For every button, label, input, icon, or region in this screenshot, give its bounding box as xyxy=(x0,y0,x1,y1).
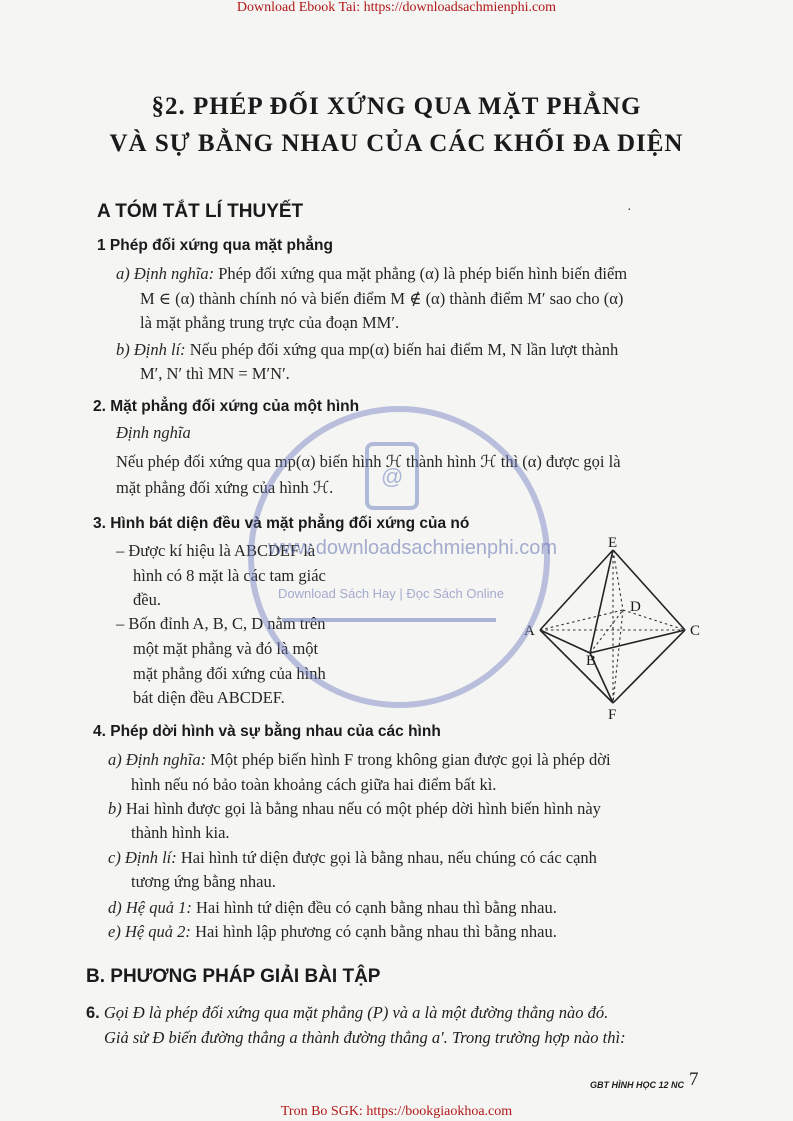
s4-b-line2: thành hình kia. xyxy=(131,823,230,842)
edge-DF xyxy=(613,610,623,703)
s4-c-line1: c) Định lí: Hai hình tứ diện được gọi là bằng nhau, nếu chúng có các cạnh xyxy=(108,848,597,867)
at-sign-icon: @ xyxy=(381,464,404,489)
edge-AF xyxy=(540,630,613,703)
s3-bullet2-line1: – Bốn đỉnh A, B, C, D nằm trên xyxy=(116,614,326,633)
page-title-line1: §2. PHÉP ĐỐI XỨNG QUA MẶT PHẲNG xyxy=(151,93,642,120)
watermark-tagline: Download Sách Hay | Đọc Sách Online xyxy=(278,586,504,601)
subsection-3-heading: 3. Hình bát diện đều và mặt phẳng đối xứng của nó xyxy=(93,515,470,532)
watermark-site: www.downloadsachmienphi.com xyxy=(268,537,558,559)
section-a-heading: A TÓM TẮT LÍ THUYẾT xyxy=(97,201,304,222)
s4-e-line1: e) Hệ quả 2: Hai hình lập phương có cạnh bằng nhau thì bằng nhau. xyxy=(108,922,557,941)
s4-b-label: b) xyxy=(108,799,122,818)
page-number: 7 xyxy=(689,1069,699,1090)
edge-CF xyxy=(613,630,685,703)
s1-b-line1: b) Định lí: Nếu phép đối xứng qua mp(α) biến hai điểm M, N lần lượt thành xyxy=(116,340,619,359)
edge-EC xyxy=(613,550,685,630)
edge-EB xyxy=(590,550,613,653)
s4-a-line1: a) Định nghĩa: Một phép biến hình F trong không gian được gọi là phép dời xyxy=(108,750,611,769)
vertex-label-B: B xyxy=(586,653,597,669)
footer-sgk-link[interactable]: Tron Bo SGK: https://bookgiaokhoa.com xyxy=(280,1104,513,1119)
s1-a-line2: M ∈ (α) thành chính nó và biến điểm M ∉ (α) thành điểm M′ sao cho (α) xyxy=(140,289,624,308)
s3-bullet1-line3: đều. xyxy=(133,590,161,609)
s3-bullet1-line1: – Được kí hiệu là ABCDEF là xyxy=(116,541,316,560)
book-reference: GBT HÌNH HỌC 12 NC xyxy=(590,1080,685,1090)
s4-a-label: a) Định nghĩa: xyxy=(108,750,207,769)
section-b-heading: B. PHƯƠNG PHÁP GIẢI BÀI TẬP xyxy=(86,966,381,987)
s4-b-line1: b) Hai hình được gọi là bằng nhau nếu có một phép dời hình biến hình này xyxy=(108,799,601,818)
edge-AB xyxy=(540,630,590,653)
s3-bullet2-line2: một mặt phẳng và đó là một xyxy=(133,639,319,658)
stray-mark: · xyxy=(627,203,632,218)
s2-line2: mặt phẳng đối xứng của hình ℋ. xyxy=(116,478,334,497)
question-6-line2: Giả sử Đ biến đường thẳng a thành đường thẳng a′. Trong trường hợp nào thì: xyxy=(104,1028,626,1047)
vertex-label-E: E xyxy=(608,535,618,551)
s4-e-label: e) Hệ quả 2: xyxy=(108,922,191,941)
question-6-line1: 6. Gọi Đ là phép đối xứng qua mặt phẳng (P) và a là một đường thẳng nào đó. xyxy=(86,1003,609,1022)
s2-definition-label: Định nghĩa xyxy=(116,423,191,442)
edge-EA xyxy=(540,550,613,630)
s1-a-label: a) Định nghĩa: xyxy=(116,264,215,283)
vertex-label-D: D xyxy=(630,599,641,615)
s4-d-line1: d) Hệ quả 1: Hai hình tứ diện đều có cạnh bằng nhau thì bằng nhau. xyxy=(108,898,557,917)
s4-c-line2: tương ứng bằng nhau. xyxy=(131,872,276,891)
s3-bullet2-line3: mặt phẳng đối xứng của hình xyxy=(133,664,326,683)
subsection-1-heading: 1 Phép đối xứng qua mặt phẳng xyxy=(97,237,333,254)
s1-a-line1: a) Định nghĩa: Phép đối xứng qua mặt phẳng (α) là phép biến hình biến điểm xyxy=(116,264,628,283)
s1-a-line3: là mặt phẳng trung trực của đoạn MM′. xyxy=(140,313,400,332)
s3-bullet1-line2: hình có 8 mặt là các tam giác xyxy=(133,566,326,585)
octahedron-figure xyxy=(520,535,720,725)
s3-bullet2-line4: bát diện đều ABCDEF. xyxy=(133,688,285,707)
s4-c-label: c) Định lí: xyxy=(108,848,177,867)
s4-d-label: d) Hệ quả 1: xyxy=(108,898,192,917)
edge-BC xyxy=(590,630,685,653)
s1-b-label: b) Định lí: xyxy=(116,340,186,359)
subsection-2-heading: 2. Mặt phẳng đối xứng của một hình xyxy=(93,398,360,415)
s2-line1: Nếu phép đối xứng qua mp(α) biến hình ℋ thành hình ℋ thì (α) được gọi là xyxy=(116,452,621,471)
vertex-label-C: C xyxy=(690,623,701,639)
s4-a-line2: hình nếu nó bảo toàn khoảng cách giữa hai điểm bất kì. xyxy=(131,775,497,794)
page-title-line2: VÀ SỰ BẰNG NHAU CỦA CÁC KHỐI ĐA DIỆN xyxy=(109,130,684,157)
header-download-link[interactable]: Download Ebook Tai: https://downloadsachmienphi.com xyxy=(236,0,557,15)
vertex-label-A: A xyxy=(524,623,535,639)
question-6-number: 6. xyxy=(86,1004,100,1022)
subsection-4-heading: 4. Phép dời hình và sự bằng nhau của các hình xyxy=(93,723,441,740)
s1-b-line2: M′, N′ thì MN = M′N′. xyxy=(140,364,290,383)
vertex-label-F: F xyxy=(608,707,617,723)
